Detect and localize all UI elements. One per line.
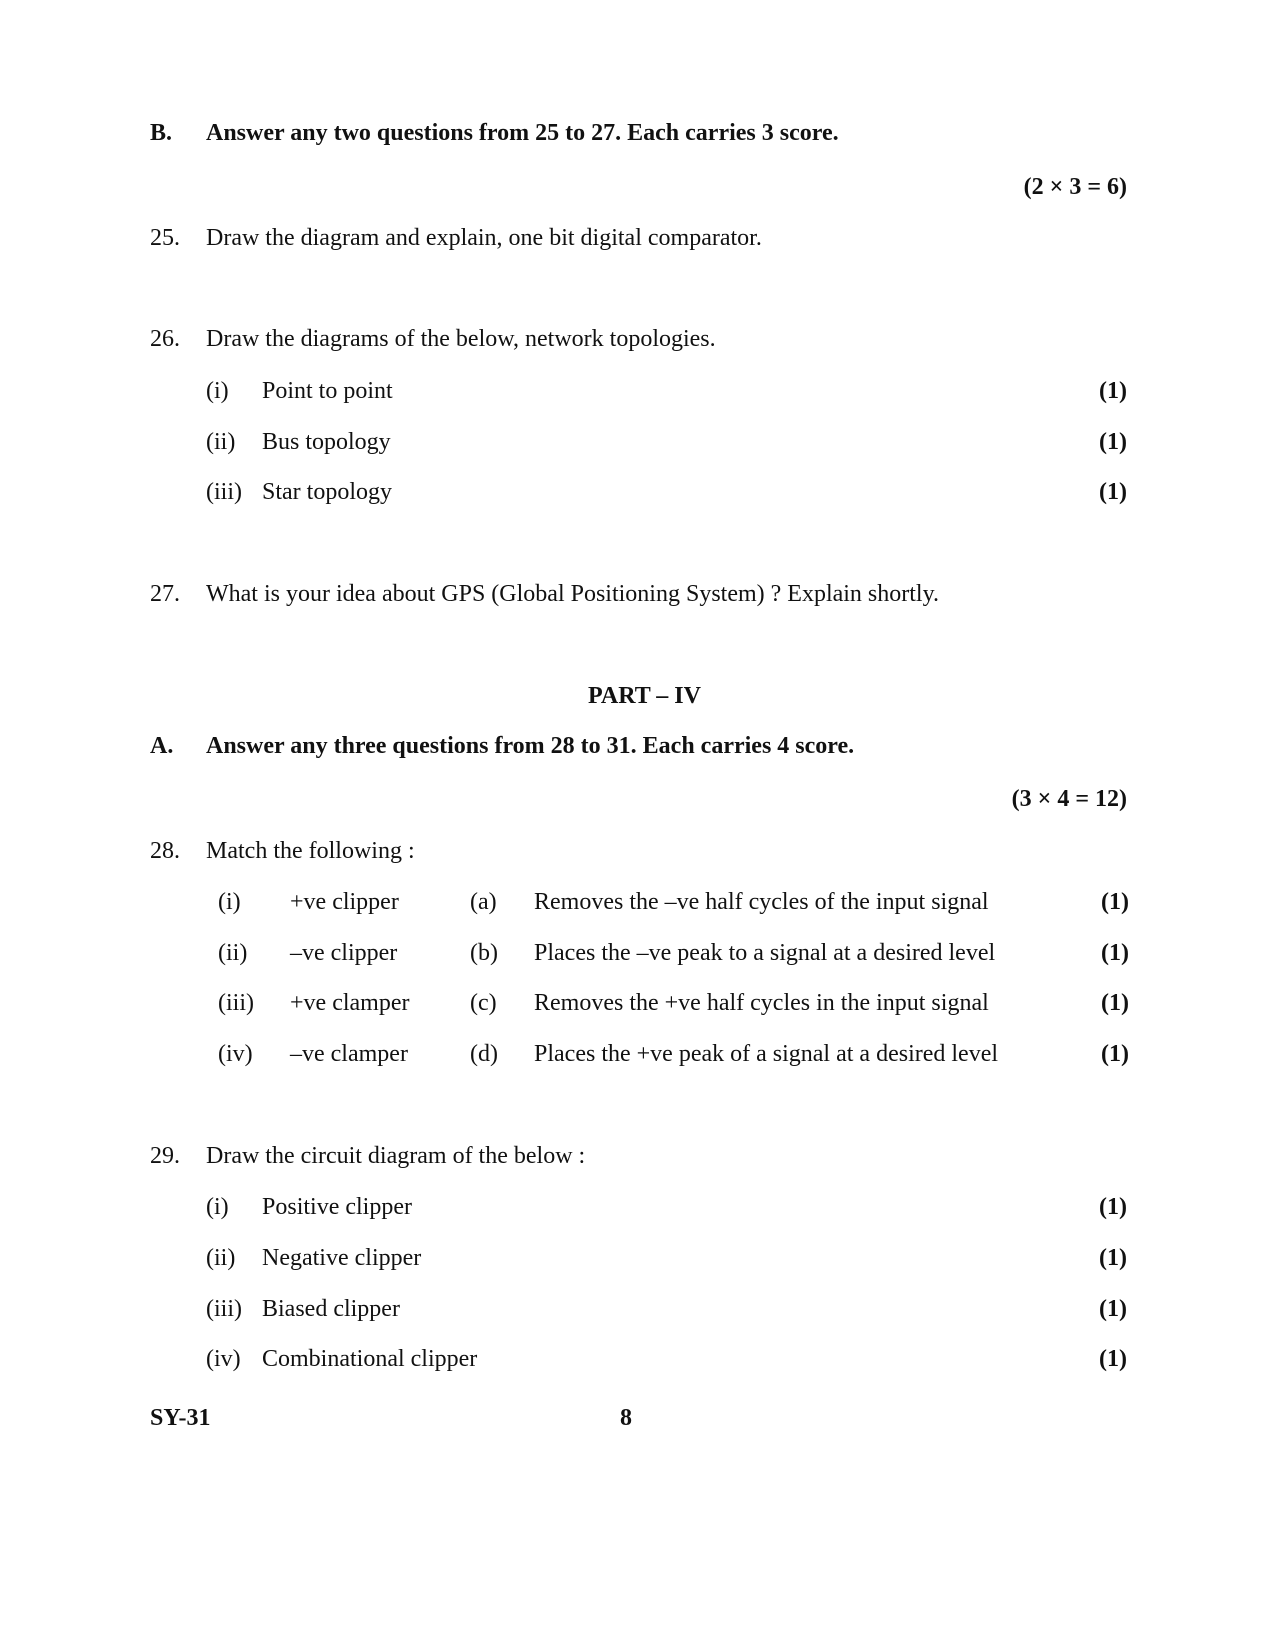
section-b-label: B. — [150, 120, 173, 146]
section-a-label: A. — [150, 733, 174, 759]
q29-item-text: Negative clipper — [262, 1245, 422, 1271]
q26-number: 26. — [150, 326, 180, 352]
q29-item-number: (i) — [206, 1194, 229, 1220]
match-mark: (1) — [1101, 990, 1129, 1016]
q26-item-number: (iii) — [206, 479, 242, 505]
match-row-number: (ii) — [218, 940, 248, 966]
q29-item-text: Biased clipper — [262, 1296, 400, 1322]
section-b-instruction: Answer any two questions from 25 to 27. Each carries 3 score. — [206, 120, 839, 146]
match-row — [0, 990, 1275, 1022]
q29-item-number: (iii) — [206, 1296, 242, 1322]
q26-item-mark: (1) — [1099, 378, 1127, 404]
q29-number: 29. — [150, 1143, 180, 1169]
match-row-number: (i) — [218, 889, 241, 915]
match-mark: (1) — [1101, 940, 1129, 966]
match-row — [0, 1041, 1275, 1073]
q28-number: 28. — [150, 838, 180, 864]
q27-number: 27. — [150, 581, 180, 607]
section-b-score: (2 × 3 = 6) — [1023, 174, 1127, 200]
match-mark: (1) — [1101, 1041, 1129, 1067]
q26-item-text: Star topology — [262, 479, 392, 505]
section-a-instruction: Answer any three questions from 28 to 31. Each carries 4 score. — [206, 733, 855, 759]
q26-item-number: (ii) — [206, 429, 236, 455]
match-row — [0, 889, 1275, 921]
q29-item-mark: (1) — [1099, 1296, 1127, 1322]
q26-item-text: Point to point — [262, 378, 393, 404]
q29-item-text: Combinational clipper — [262, 1346, 478, 1372]
match-letter: (c) — [470, 990, 497, 1016]
match-letter: (a) — [470, 889, 497, 915]
footer-code: SY-31 — [150, 1405, 211, 1431]
match-right-term: Places the –ve peak to a signal at a desired level — [534, 940, 996, 966]
match-row — [0, 940, 1275, 972]
part-title: PART – IV — [588, 683, 701, 709]
match-right-term: Removes the +ve half cycles in the input signal — [534, 990, 989, 1016]
match-letter: (d) — [470, 1041, 498, 1067]
page-number: 8 — [620, 1405, 632, 1431]
match-letter: (b) — [470, 940, 498, 966]
match-right-term: Places the +ve peak of a signal at a desired level — [534, 1041, 999, 1067]
q26-item-mark: (1) — [1099, 479, 1127, 505]
q26-item-number: (i) — [206, 378, 229, 404]
q26-item-text: Bus topology — [262, 429, 391, 455]
q29-item-number: (ii) — [206, 1245, 236, 1271]
match-left-term: +ve clamper — [290, 990, 410, 1016]
q29-item-mark: (1) — [1099, 1194, 1127, 1220]
match-right-term: Removes the –ve half cycles of the input signal — [534, 889, 989, 915]
match-left-term: –ve clipper — [290, 940, 398, 966]
q28-text: Match the following : — [206, 838, 415, 864]
q29-item-mark: (1) — [1099, 1346, 1127, 1372]
match-left-term: –ve clamper — [290, 1041, 408, 1067]
q25-text: Draw the diagram and explain, one bit digital comparator. — [206, 225, 762, 251]
q25-number: 25. — [150, 225, 180, 251]
match-row-number: (iii) — [218, 990, 254, 1016]
q29-item-mark: (1) — [1099, 1245, 1127, 1271]
match-row-number: (iv) — [218, 1041, 253, 1067]
match-mark: (1) — [1101, 889, 1129, 915]
q29-text: Draw the circuit diagram of the below : — [206, 1143, 586, 1169]
q26-text: Draw the diagrams of the below, network topologies. — [206, 326, 716, 352]
section-a-score: (3 × 4 = 12) — [1011, 786, 1127, 812]
q27-text: What is your idea about GPS (Global Positioning System) ? Explain shortly. — [206, 581, 940, 607]
q29-item-text: Positive clipper — [262, 1194, 412, 1220]
match-left-term: +ve clipper — [290, 889, 399, 915]
q26-item-mark: (1) — [1099, 429, 1127, 455]
q29-item-number: (iv) — [206, 1346, 241, 1372]
